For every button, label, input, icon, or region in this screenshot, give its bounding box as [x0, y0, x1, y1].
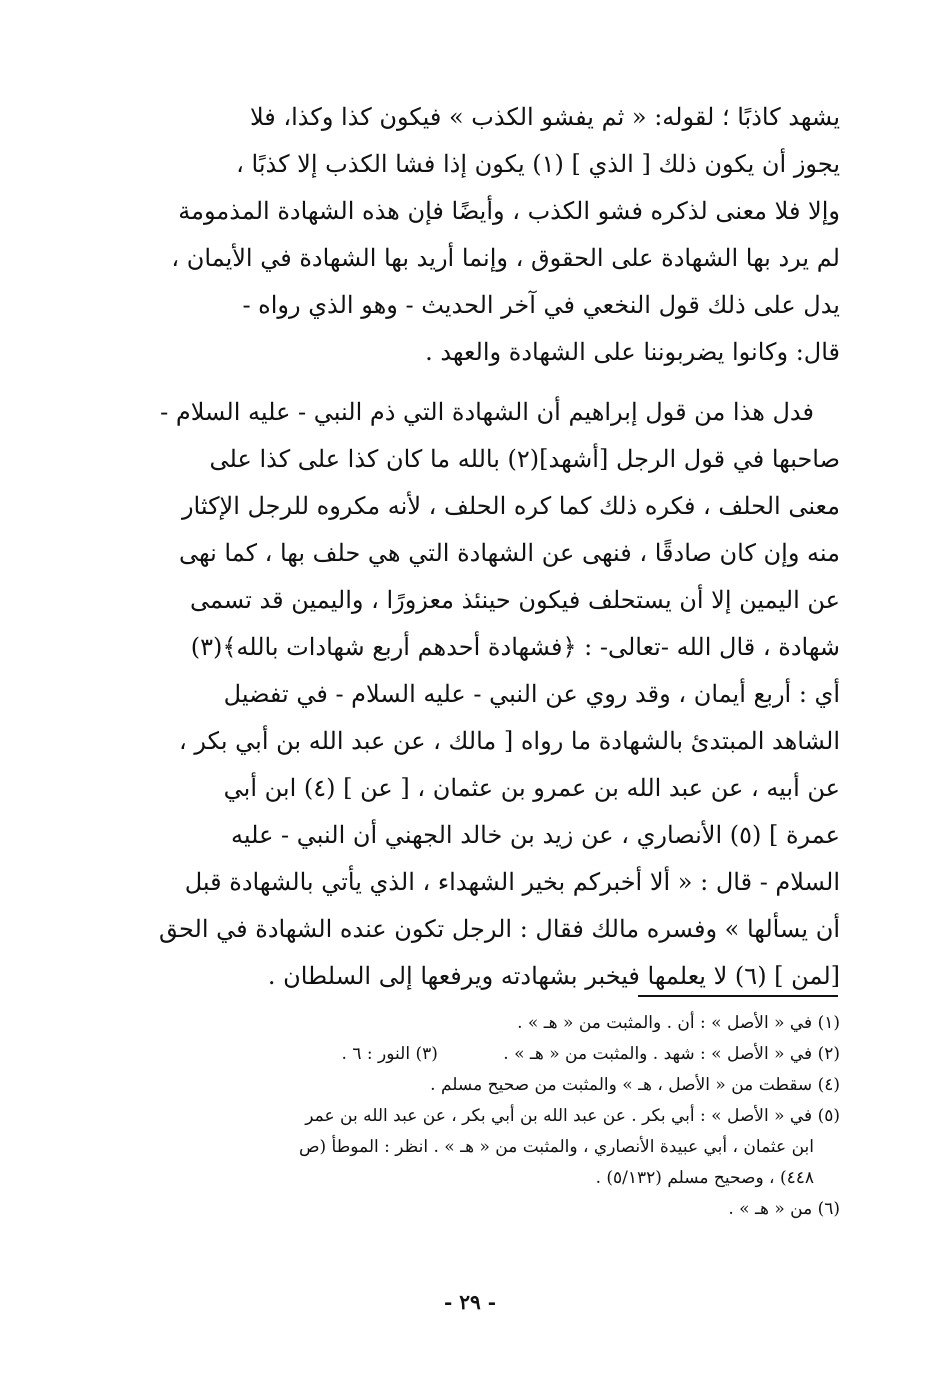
text-line: عن أبيه ، عن عبد الله بن عمرو بن عثمان ، [ عن ] (٤) ابن أبي	[223, 774, 840, 802]
paragraph-1	[100, 94, 840, 376]
footnote-2: (٢) في « الأصل » : شهد . والمثبت من « هـ » .	[503, 1044, 840, 1064]
text-line: أن يسألها » وفسره مالك فقال : الرجل تكون عنده الشهادة في الحق	[159, 915, 840, 943]
text-line: أي : أربع أيمان ، وقد روي عن النبي - عليه السلام - في تفضيل	[223, 680, 840, 708]
text-line: الشاهد المبتدئ بالشهادة ما رواه [ مالك ، عن عبد الله بن أبي بكر ،	[178, 727, 840, 755]
text-line: وإلا فلا معنى لذكره فشو الكذب ، وأيضًا فإن هذه الشهادة المذمومة	[178, 197, 840, 225]
footnote-3: (٣) النور : ٦ .	[341, 1044, 438, 1064]
text-line: معنى الحلف ، فكره ذلك كما كره الحلف ، لأنه مكروه للرجل الإكثار	[181, 492, 840, 520]
text-line: منه وإن كان صادقًا ، فنهى عن الشهادة التي هي حلف بها ، كما نهى	[179, 539, 840, 567]
text-line: السلام - قال : « ألا أخبركم بخير الشهداء ، الذي يأتي بالشهادة قبل	[184, 868, 840, 896]
text-line: شهادة ، قال الله -تعالى- : ﴿فشهادة أحدهم أربع شهادات بالله﴾(٣)	[190, 633, 840, 661]
footnotes	[100, 1008, 840, 1225]
footnote-4: (٤) سقطت من « الأصل ، هـ » والمثبت من صحيح مسلم .	[430, 1075, 840, 1095]
text-line: لم يرد بها الشهادة على الحقوق ، وإنما أريد بها الشهادة في الأيمان ،	[171, 244, 840, 272]
text-line: عن اليمين إلا أن يستحلف فيكون حينئذ معزورًا ، واليمين قد تسمى	[189, 586, 840, 614]
text-line: يشهد كاذبًا ؛ لقوله: « ثم يفشو الكذب » فيكون كذا وكذا، فلا	[249, 103, 840, 131]
text-line: صاحبها في قول الرجل [أشهد](٢) بالله ما كان كذا على كذا على	[209, 445, 840, 473]
footnote-5-continued: ابن عثمان ، أبي عبيدة الأنصاري ، والمثبت من « هـ » . انظر : الموطأ (ص	[298, 1137, 814, 1157]
text-line: قال: وكانوا يضربوننا على الشهادة والعهد .	[425, 338, 840, 366]
page-number: - ٢٩ -	[443, 1290, 496, 1314]
footnote-separator	[638, 995, 838, 997]
footnote-row-2-3	[100, 1039, 840, 1070]
footnote-5-continued: ٤٤٨) ، وصحيح مسلم (٥/١٣٢) .	[595, 1168, 814, 1188]
text-line: فدل هذا من قول إبراهيم أن الشهادة التي ذم النبي - عليه السلام -	[160, 398, 814, 426]
text-line: عمرة ] (٥) الأنصاري ، عن زيد بن خالد الجهني أن النبي - عليه	[231, 821, 840, 849]
text-line: يجوز أن يكون ذلك [ الذي ] (١) يكون إذا فشا الكذب إلا كذبًا ،	[236, 150, 840, 178]
paragraph-2	[100, 389, 840, 1000]
text-line: [لمن ] (٦) لا يعلمها فيخبر بشهادته ويرفعها إلى السلطان .	[267, 962, 840, 990]
footnote-1: (١) في « الأصل » : أن . والمثبت من « هـ » .	[517, 1013, 840, 1033]
text-line: يدل على ذلك قول النخعي في آخر الحديث - وهو الذي رواه -	[242, 291, 840, 319]
footnote-5: (٥) في « الأصل » : أبي بكر . عن عبد الله بن أبي بكر ، عن عبد الله بن عمر	[305, 1106, 840, 1126]
footnote-6: (٦) من « هـ » .	[728, 1199, 840, 1219]
